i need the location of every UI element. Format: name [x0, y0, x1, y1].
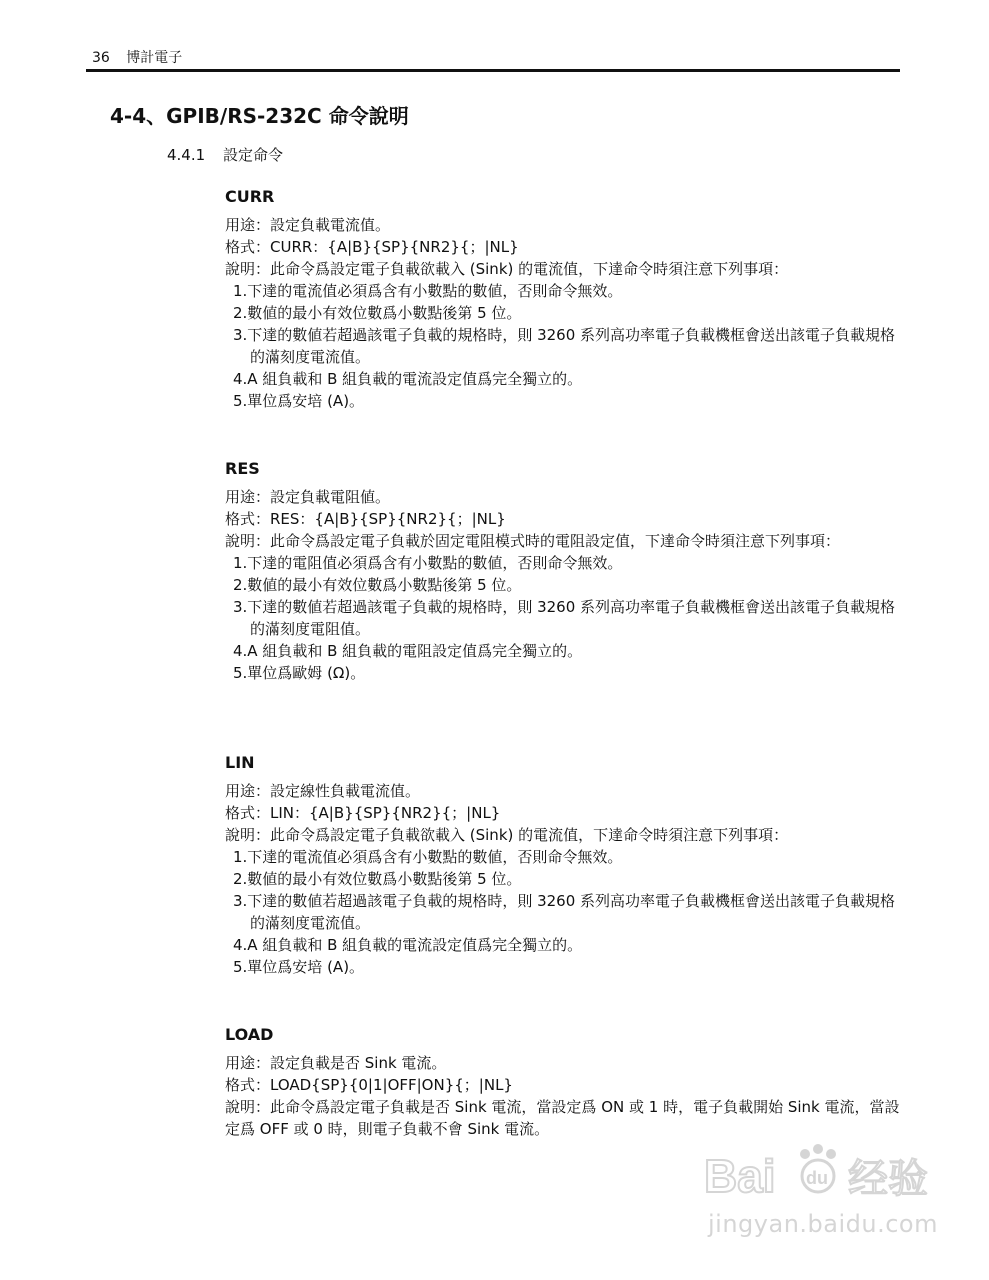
note-item: 5.單位爲歐姆 (Ω)。 — [233, 664, 366, 682]
command-description: 說明：此命令爲設定電子負載欲載入 (Sink) 的電流值，下達命令時須注意下列事項： — [225, 260, 789, 278]
subsection-number: 4.4.1 — [167, 146, 206, 164]
note-item: 4.A 組負載和 B 組負載的電流設定值爲完全獨立的。 — [233, 370, 583, 388]
subsection-heading — [167, 145, 283, 165]
book-title: 博計電子 — [126, 50, 183, 66]
note-item: 4.A 組負載和 B 組負載的電阻設定值爲完全獨立的。 — [233, 642, 583, 660]
svg-text:经验: 经验 — [848, 1156, 928, 1202]
command-format: 格式：RES：{A|B}{SP}{NR2}{；|NL} — [225, 510, 506, 528]
note-item: 5.單位爲安培 (A)。 — [233, 392, 365, 410]
note-item: 5.單位爲安培 (A)。 — [233, 958, 365, 976]
note-list — [225, 552, 900, 684]
command-format: 格式：LIN：{A|B}{SP}{NR2}{；|NL} — [225, 804, 501, 822]
note-item: 3.下達的數値若超過該電子負載的規格時，則 3260 系列高功率電子負載機框會送出該電子負載規格的滿刻度電阻值。 — [233, 598, 896, 638]
command-purpose: 用途：設定線性負載電流值。 — [225, 782, 421, 800]
page-header — [92, 48, 900, 68]
command-description: 說明：此命令爲設定電子負載是否 Sink 電流，當設定爲 ON 或 1 時，電子負載開始 Sink 電流，當設定爲 OFF 或 0 時，則電子負載不會 Sink 電流。 — [225, 1098, 900, 1138]
page-number: 36 — [92, 50, 110, 66]
watermark — [700, 1140, 940, 1250]
command-purpose: 用途：設定負載電流值。 — [225, 216, 391, 234]
command-description: 說明：此命令爲設定電子負載於固定電阻模式時的電阻設定值，下達命令時須注意下列事項： — [225, 532, 841, 550]
note-item: 3.下達的數値若超過該電子負載的規格時，則 3260 系列高功率電子負載機框會送出該電子負載規格的滿刻度電流值。 — [233, 892, 896, 932]
command-purpose: 用途：設定負載電阻値。 — [225, 488, 391, 506]
command-name: LOAD — [225, 1025, 274, 1044]
note-item: 1.下達的電流值必須爲含有小數點的數値，否則命令無效。 — [233, 848, 623, 866]
note-item: 2.數値的最小有效位數爲小數點後第 5 位。 — [233, 870, 522, 888]
note-item: 3.下達的數値若超過該電子負載的規格時，則 3260 系列高功率電子負載機框會送出該電子負載規格的滿刻度電流值。 — [233, 326, 896, 366]
command-format: 格式：CURR：{A|B}{SP}{NR2}{；|NL} — [225, 238, 519, 256]
note-list — [225, 846, 900, 978]
section-title: 4-4、GPIB/RS-232C 命令說明 — [110, 104, 409, 128]
command-block-load — [225, 1024, 900, 1140]
command-name: RES — [225, 459, 260, 478]
command-block-lin — [225, 752, 900, 978]
command-name: LIN — [225, 753, 255, 772]
watermark-url: jingyan.baidu.com — [708, 1210, 938, 1238]
baidu-logo-icon — [700, 1140, 940, 1210]
command-purpose: 用途：設定負載是否 Sink 電流。 — [225, 1054, 447, 1072]
command-block-res — [225, 458, 900, 684]
note-item: 4.A 組負載和 B 組負載的電流設定值爲完全獨立的。 — [233, 936, 583, 954]
subsection-title: 設定命令 — [223, 146, 284, 164]
note-list — [225, 280, 900, 412]
note-item: 2.數値的最小有效位數爲小數點後第 5 位。 — [233, 304, 522, 322]
command-format: 格式：LOAD{SP}{0|1|OFF|ON}{；|NL} — [225, 1076, 513, 1094]
command-description: 說明：此命令爲設定電子負載欲載入 (Sink) 的電流值，下達命令時須注意下列事項： — [225, 826, 789, 844]
note-item: 1.下達的電流值必須爲含有小數點的數値，否則命令無效。 — [233, 282, 623, 300]
svg-text:du: du — [806, 1168, 828, 1188]
svg-text:Bai: Bai — [704, 1150, 776, 1202]
header-rule — [86, 69, 900, 72]
note-item: 2.數値的最小有效位數爲小數點後第 5 位。 — [233, 576, 522, 594]
command-block-curr — [225, 186, 900, 412]
note-item: 1.下達的電阻值必須爲含有小數點的數値，否則命令無效。 — [233, 554, 623, 572]
command-name: CURR — [225, 187, 275, 206]
